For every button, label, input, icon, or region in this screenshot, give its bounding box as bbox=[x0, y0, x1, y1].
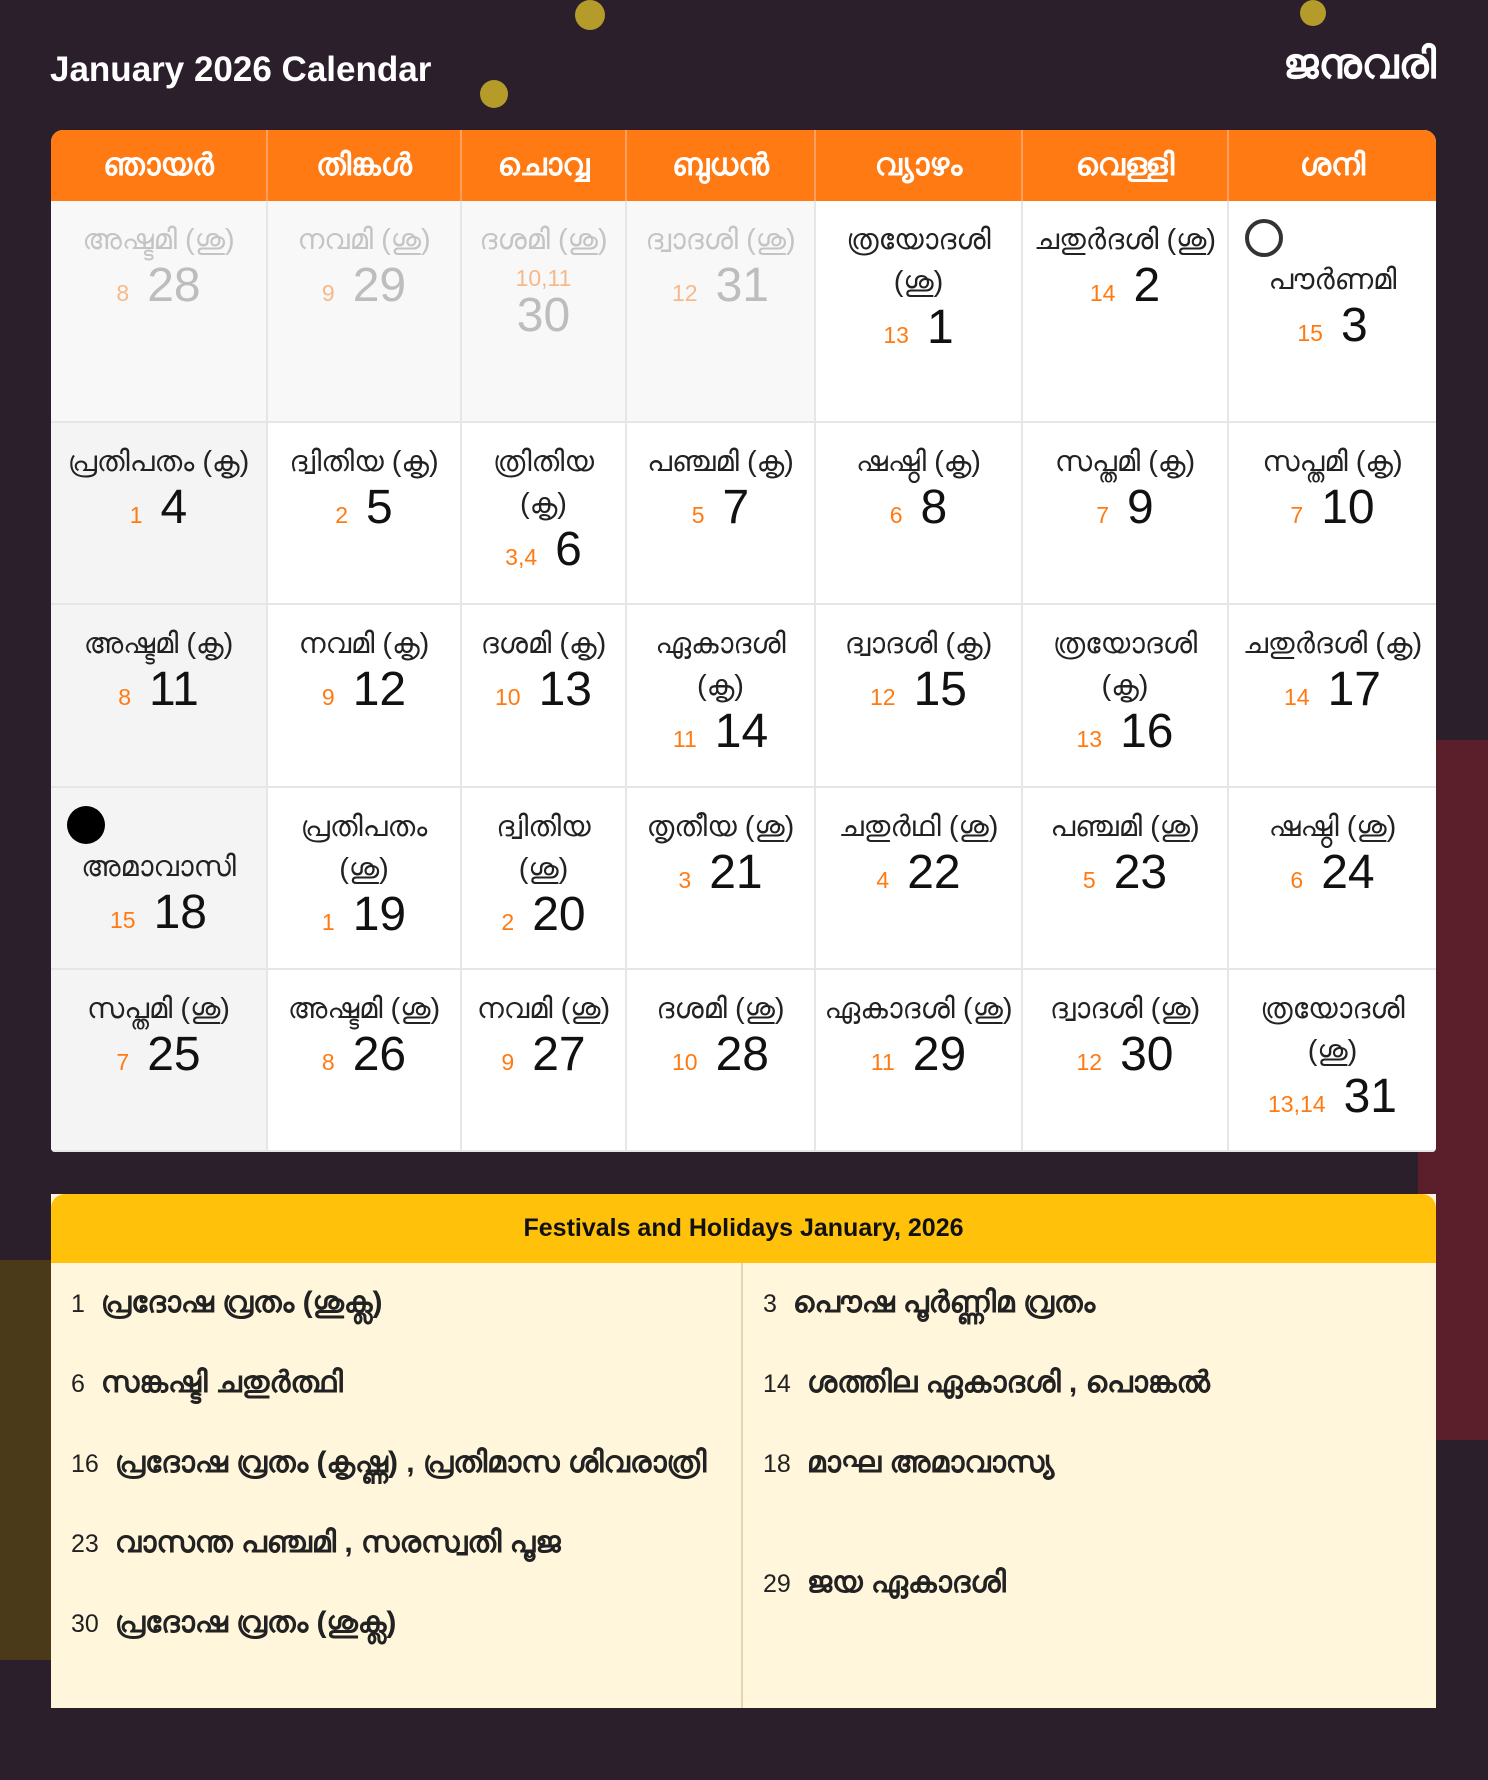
tithi-number: 1 bbox=[321, 909, 335, 935]
date-numbers bbox=[1237, 663, 1428, 718]
festival-name: ശത്തില ഏകാദശി , പൊങ്കൽ bbox=[806, 1366, 1210, 1399]
date-numbers bbox=[59, 886, 258, 941]
week-row bbox=[51, 605, 1436, 788]
date-numbers bbox=[1031, 259, 1219, 314]
date-number: 15 bbox=[913, 663, 967, 716]
day-cell[interactable] bbox=[627, 605, 816, 788]
festival-item[interactable] bbox=[71, 1603, 721, 1645]
date-number: 20 bbox=[532, 888, 586, 941]
date-numbers bbox=[824, 481, 1013, 536]
tithi-number: 12 bbox=[1076, 1049, 1103, 1075]
date-number: 11 bbox=[148, 663, 199, 716]
tithi-label: ദ്വിതിയ (ശു) bbox=[496, 811, 591, 885]
festival-item[interactable] bbox=[763, 1443, 1416, 1485]
tithi-label: ദ്വാദശി (ശു) bbox=[1049, 993, 1201, 1025]
date-number: 26 bbox=[352, 1028, 407, 1081]
tithi-label: ദ്വാദശി (കൃ) bbox=[844, 628, 993, 660]
weekday-0: ഞായർ bbox=[51, 130, 268, 201]
tithi-number: 14 bbox=[1089, 280, 1116, 306]
festival-date: 14 bbox=[763, 1370, 791, 1398]
tithi-number: 9 bbox=[321, 280, 335, 306]
festival-name: മാഘ അമാവാസ്യ bbox=[806, 1446, 1055, 1479]
day-cell[interactable] bbox=[1229, 788, 1436, 970]
tithi-label: ദ്വിതിയ (കൃ) bbox=[289, 446, 439, 478]
date-numbers bbox=[824, 1028, 1013, 1083]
date-number: 13 bbox=[538, 663, 592, 716]
day-cell[interactable] bbox=[268, 970, 462, 1152]
date-number: 28 bbox=[715, 1028, 769, 1081]
day-cell[interactable] bbox=[268, 201, 462, 423]
date-numbers bbox=[276, 888, 452, 943]
date-number: 29 bbox=[352, 259, 407, 312]
tithi-number: 10 bbox=[672, 1049, 698, 1075]
date-numbers bbox=[59, 663, 258, 718]
date-number: 19 bbox=[352, 888, 407, 941]
date-number: 6 bbox=[555, 523, 582, 576]
tithi-label: പൗർണമി bbox=[1268, 264, 1397, 296]
day-cell[interactable] bbox=[627, 423, 816, 605]
tithi-label: ത്രയോദശി (ശു) bbox=[1260, 993, 1405, 1067]
day-cell[interactable] bbox=[268, 423, 462, 605]
date-numbers bbox=[1237, 846, 1428, 901]
tithi-number: 3,4 bbox=[505, 544, 538, 570]
date-numbers bbox=[470, 888, 617, 943]
tithi-number: 15 bbox=[1297, 320, 1323, 346]
festival-item[interactable] bbox=[71, 1443, 721, 1485]
festival-item[interactable] bbox=[71, 1363, 721, 1405]
new-moon-icon bbox=[67, 806, 105, 844]
tithi-number: 13 bbox=[883, 322, 909, 348]
day-cell[interactable] bbox=[1229, 423, 1436, 605]
tithi-label: ചതുർദശി (കൃ) bbox=[1242, 628, 1423, 660]
tithi-label: ചതുർഥി (ശു) bbox=[838, 811, 999, 843]
day-cell[interactable] bbox=[51, 605, 268, 788]
tithi-number: 9 bbox=[321, 684, 335, 710]
day-cell[interactable] bbox=[816, 970, 1023, 1152]
date-numbers bbox=[1031, 705, 1219, 760]
tithi-label: അമാവാസി bbox=[81, 851, 236, 883]
date-number: 5 bbox=[366, 481, 393, 534]
tithi-number: 8 bbox=[116, 280, 130, 306]
date-number: 12 bbox=[352, 663, 407, 716]
festival-name: വാസന്ത പഞ്ചമി , സരസ്വതി പൂജ bbox=[114, 1526, 561, 1559]
tithi-number: 7 bbox=[1096, 502, 1110, 528]
full-moon-icon bbox=[1245, 219, 1283, 257]
tithi-number: 7 bbox=[116, 1049, 130, 1075]
festival-date: 30 bbox=[71, 1610, 99, 1638]
day-cell[interactable] bbox=[816, 788, 1023, 970]
tithi-number: 6 bbox=[889, 502, 903, 528]
date-numbers bbox=[824, 663, 1013, 718]
weekday-header bbox=[51, 130, 1436, 201]
tithi-label: ഷഷ്ഠി (കൃ) bbox=[856, 446, 981, 478]
tithi-label: നവമി (കൃ) bbox=[298, 628, 430, 660]
date-numbers bbox=[276, 663, 452, 718]
date-number: 22 bbox=[907, 846, 961, 899]
tithi-number: 5 bbox=[691, 502, 705, 528]
tithi-label: ഷഷ്ഠി (ശു) bbox=[1268, 811, 1397, 843]
day-cell[interactable] bbox=[51, 201, 268, 423]
festival-name: പ്രദോഷ വ്രതം (കൃഷ്ണ) , പ്രതിമാസ ശിവരാത്രി bbox=[114, 1446, 707, 1479]
day-cell[interactable] bbox=[462, 423, 627, 605]
tithi-label: സപ്തമി (ശു) bbox=[87, 993, 230, 1025]
day-cell[interactable] bbox=[1229, 605, 1436, 788]
date-number: 2 bbox=[1133, 259, 1161, 312]
tithi-number: 12 bbox=[672, 280, 698, 306]
tithi-number: 11 bbox=[672, 726, 697, 752]
date-numbers bbox=[1237, 1070, 1428, 1125]
day-cell[interactable] bbox=[627, 788, 816, 970]
date-numbers bbox=[824, 846, 1013, 901]
date-numbers bbox=[1237, 481, 1428, 536]
calendar-grid bbox=[51, 130, 1436, 1152]
date-number: 4 bbox=[160, 481, 188, 534]
date-number: 30 bbox=[1120, 1028, 1174, 1081]
day-cell[interactable] bbox=[51, 970, 268, 1152]
date-number: 18 bbox=[153, 886, 207, 939]
date-numbers bbox=[59, 481, 258, 536]
festival-item[interactable] bbox=[71, 1523, 721, 1565]
day-cell[interactable] bbox=[1023, 423, 1229, 605]
tithi-label: സപ്തമി (കൃ) bbox=[1262, 446, 1403, 478]
month-name-malayalam: ജനുവരി bbox=[1283, 40, 1436, 87]
festivals-title: Festivals and Holidays January, 2026 bbox=[51, 1194, 1436, 1263]
weekday-3: ബുധൻ bbox=[627, 130, 816, 201]
day-cell[interactable] bbox=[268, 605, 462, 788]
tithi-number: 2 bbox=[335, 502, 349, 528]
day-cell[interactable] bbox=[1023, 605, 1229, 788]
weekday-2: ചൊവ്വ bbox=[462, 130, 627, 201]
date-number: 7 bbox=[722, 481, 750, 534]
date-number: 25 bbox=[147, 1028, 201, 1081]
festival-item[interactable] bbox=[763, 1563, 1416, 1605]
date-number: 30 bbox=[516, 289, 571, 342]
day-cell[interactable] bbox=[816, 605, 1023, 788]
tithi-label: പ്രതിപതം (ശു) bbox=[300, 811, 428, 885]
date-numbers bbox=[635, 259, 806, 314]
tithi-label: ത്രയോദശി (കൃ) bbox=[1052, 628, 1198, 702]
date-numbers bbox=[470, 663, 617, 718]
background-decoration bbox=[480, 80, 508, 108]
tithi-label: ഏകാദശി (ശു) bbox=[824, 993, 1013, 1025]
festival-date: 23 bbox=[71, 1530, 99, 1558]
tithi-label: നവമി (ശു) bbox=[297, 224, 431, 256]
date-numbers bbox=[276, 1028, 452, 1083]
festival-name: പ്രദോഷ വ്രതം (ശുക്ല) bbox=[114, 1606, 397, 1639]
tithi-label: ദ്വാദശി (ശു) bbox=[645, 224, 796, 256]
day-cell[interactable] bbox=[1023, 201, 1229, 423]
festival-item[interactable] bbox=[763, 1363, 1416, 1405]
date-numbers bbox=[635, 705, 806, 760]
date-numbers bbox=[1031, 846, 1219, 901]
festival-item[interactable] bbox=[763, 1283, 1416, 1325]
day-cell[interactable] bbox=[462, 788, 627, 970]
tithi-number: 7 bbox=[1290, 502, 1304, 528]
tithi-number: 4 bbox=[876, 867, 890, 893]
tithi-number: 12 bbox=[870, 684, 896, 710]
tithi-number: 3 bbox=[678, 867, 692, 893]
day-cell[interactable] bbox=[462, 605, 627, 788]
date-number: 31 bbox=[1343, 1070, 1397, 1123]
tithi-label: ഏകാദശി (കൃ) bbox=[655, 628, 786, 702]
background-decoration bbox=[575, 0, 605, 30]
tithi-number: 13 bbox=[1076, 726, 1103, 752]
tithi-label: തൃതീയ (ശു) bbox=[646, 811, 795, 843]
date-number: 10 bbox=[1321, 481, 1375, 534]
festival-date: 18 bbox=[763, 1450, 791, 1478]
day-cell[interactable] bbox=[1229, 201, 1436, 423]
tithi-number: 8 bbox=[118, 684, 131, 710]
week-row bbox=[51, 201, 1436, 423]
tithi-label: ത്രയോദശി (ശു) bbox=[846, 224, 991, 298]
day-cell[interactable] bbox=[1023, 788, 1229, 970]
tithi-label: ദശമി (ശു) bbox=[656, 993, 785, 1025]
tithi-number: 14 bbox=[1284, 684, 1310, 710]
tithi-number: 8 bbox=[321, 1049, 335, 1075]
festival-date: 29 bbox=[763, 1570, 791, 1598]
date-number: 9 bbox=[1127, 481, 1154, 534]
date-numbers bbox=[1031, 1028, 1219, 1083]
festival-date: 6 bbox=[71, 1370, 85, 1398]
weekday-6: ശനി bbox=[1299, 147, 1366, 182]
date-numbers bbox=[824, 301, 1013, 356]
tithi-label: പഞ്ചമി (ശു) bbox=[1050, 811, 1200, 843]
date-numbers bbox=[635, 1028, 806, 1083]
festivals-panel bbox=[51, 1194, 1436, 1708]
tithi-number: 1 bbox=[129, 502, 143, 528]
page-title: January 2026 Calendar bbox=[50, 50, 432, 89]
festivals-left-column bbox=[51, 1263, 743, 1708]
date-numbers bbox=[1031, 481, 1219, 536]
day-cell[interactable] bbox=[268, 788, 462, 970]
date-number: 24 bbox=[1321, 846, 1375, 899]
tithi-label: പഞ്ചമി (കൃ) bbox=[647, 446, 794, 478]
week-row bbox=[51, 970, 1436, 1152]
festival-name: സങ്കഷ്ടി ചതുർത്ഥി bbox=[100, 1366, 343, 1399]
tithi-number: 2 bbox=[501, 909, 515, 935]
day-cell[interactable] bbox=[462, 201, 627, 423]
date-number: 23 bbox=[1113, 846, 1168, 899]
tithi-label: അഷ്ടമി (കൃ) bbox=[83, 628, 234, 660]
weekday-1: തിങ്കൾ bbox=[268, 130, 462, 201]
tithi-number: 10,11 bbox=[515, 265, 572, 291]
tithi-number: 9 bbox=[501, 1049, 515, 1075]
weekday-4: വ്യാഴം bbox=[816, 130, 1023, 201]
day-cell[interactable] bbox=[627, 201, 816, 423]
date-number: 29 bbox=[912, 1028, 967, 1081]
day-cell[interactable] bbox=[627, 970, 816, 1152]
tithi-number: 13,14 bbox=[1268, 1091, 1326, 1117]
date-numbers bbox=[470, 1028, 617, 1083]
tithi-label: ത്രിതിയ (കൃ) bbox=[493, 446, 594, 520]
date-numbers bbox=[276, 481, 452, 536]
day-cell[interactable] bbox=[462, 970, 627, 1152]
festival-date: 1 bbox=[71, 1290, 85, 1318]
tithi-number: 15 bbox=[110, 907, 136, 933]
tithi-label: ദശമി (ശു) bbox=[479, 224, 608, 256]
festivals-right-column bbox=[743, 1263, 1436, 1708]
tithi-number: 10 bbox=[495, 684, 521, 710]
date-numbers bbox=[276, 259, 452, 314]
date-number: 21 bbox=[709, 846, 763, 899]
festival-name: പ്രദോഷ വ്രതം (ശുക്ല) bbox=[100, 1286, 383, 1319]
day-cell[interactable] bbox=[1023, 970, 1229, 1152]
festival-date: 3 bbox=[763, 1290, 777, 1318]
date-numbers bbox=[59, 259, 258, 314]
day-cell[interactable] bbox=[816, 201, 1023, 423]
tithi-label: അഷ്ടമി (ശു) bbox=[82, 224, 235, 256]
date-number: 8 bbox=[920, 481, 948, 534]
tithi-number: 11 bbox=[870, 1049, 895, 1075]
week-row bbox=[51, 423, 1436, 605]
date-number: 16 bbox=[1120, 705, 1174, 758]
day-cell[interactable] bbox=[816, 423, 1023, 605]
date-numbers bbox=[635, 846, 806, 901]
festival-name: പൌഷ പൂർണ്ണിമ വ്രതം bbox=[792, 1286, 1096, 1319]
date-number: 17 bbox=[1327, 663, 1381, 716]
festival-name: ജയ ഏകാദശി bbox=[806, 1566, 1006, 1599]
date-number: 31 bbox=[715, 259, 769, 312]
date-numbers bbox=[635, 481, 806, 536]
tithi-label: അഷ്ടമി (ശു) bbox=[287, 993, 441, 1025]
tithi-label: നവമി (ശു) bbox=[476, 993, 611, 1025]
background-decoration bbox=[1300, 0, 1326, 26]
week-row bbox=[51, 788, 1436, 970]
tithi-number: 5 bbox=[1082, 867, 1096, 893]
date-number: 1 bbox=[926, 301, 954, 354]
tithi-label: സപ്തമി (കൃ) bbox=[1054, 446, 1196, 478]
tithi-label: ചതുർദശി (ശു) bbox=[1034, 224, 1216, 256]
date-numbers bbox=[470, 523, 617, 578]
weekday-5: വെള്ളി bbox=[1023, 130, 1229, 201]
festival-date: 16 bbox=[71, 1450, 99, 1478]
date-numbers bbox=[1237, 299, 1428, 354]
day-cell[interactable] bbox=[51, 788, 268, 970]
day-cell[interactable] bbox=[51, 423, 268, 605]
tithi-label: പ്രതിപതം (കൃ) bbox=[67, 446, 250, 478]
date-number: 27 bbox=[532, 1028, 586, 1081]
date-numbers bbox=[59, 1028, 258, 1083]
date-number: 14 bbox=[714, 705, 769, 758]
date-number: 3 bbox=[1340, 299, 1368, 352]
tithi-label: ദശമി (കൃ) bbox=[480, 628, 607, 660]
date-number: 28 bbox=[147, 259, 201, 312]
tithi-number: 6 bbox=[1290, 867, 1304, 893]
day-cell[interactable] bbox=[1229, 970, 1436, 1152]
festival-item[interactable] bbox=[71, 1283, 721, 1325]
